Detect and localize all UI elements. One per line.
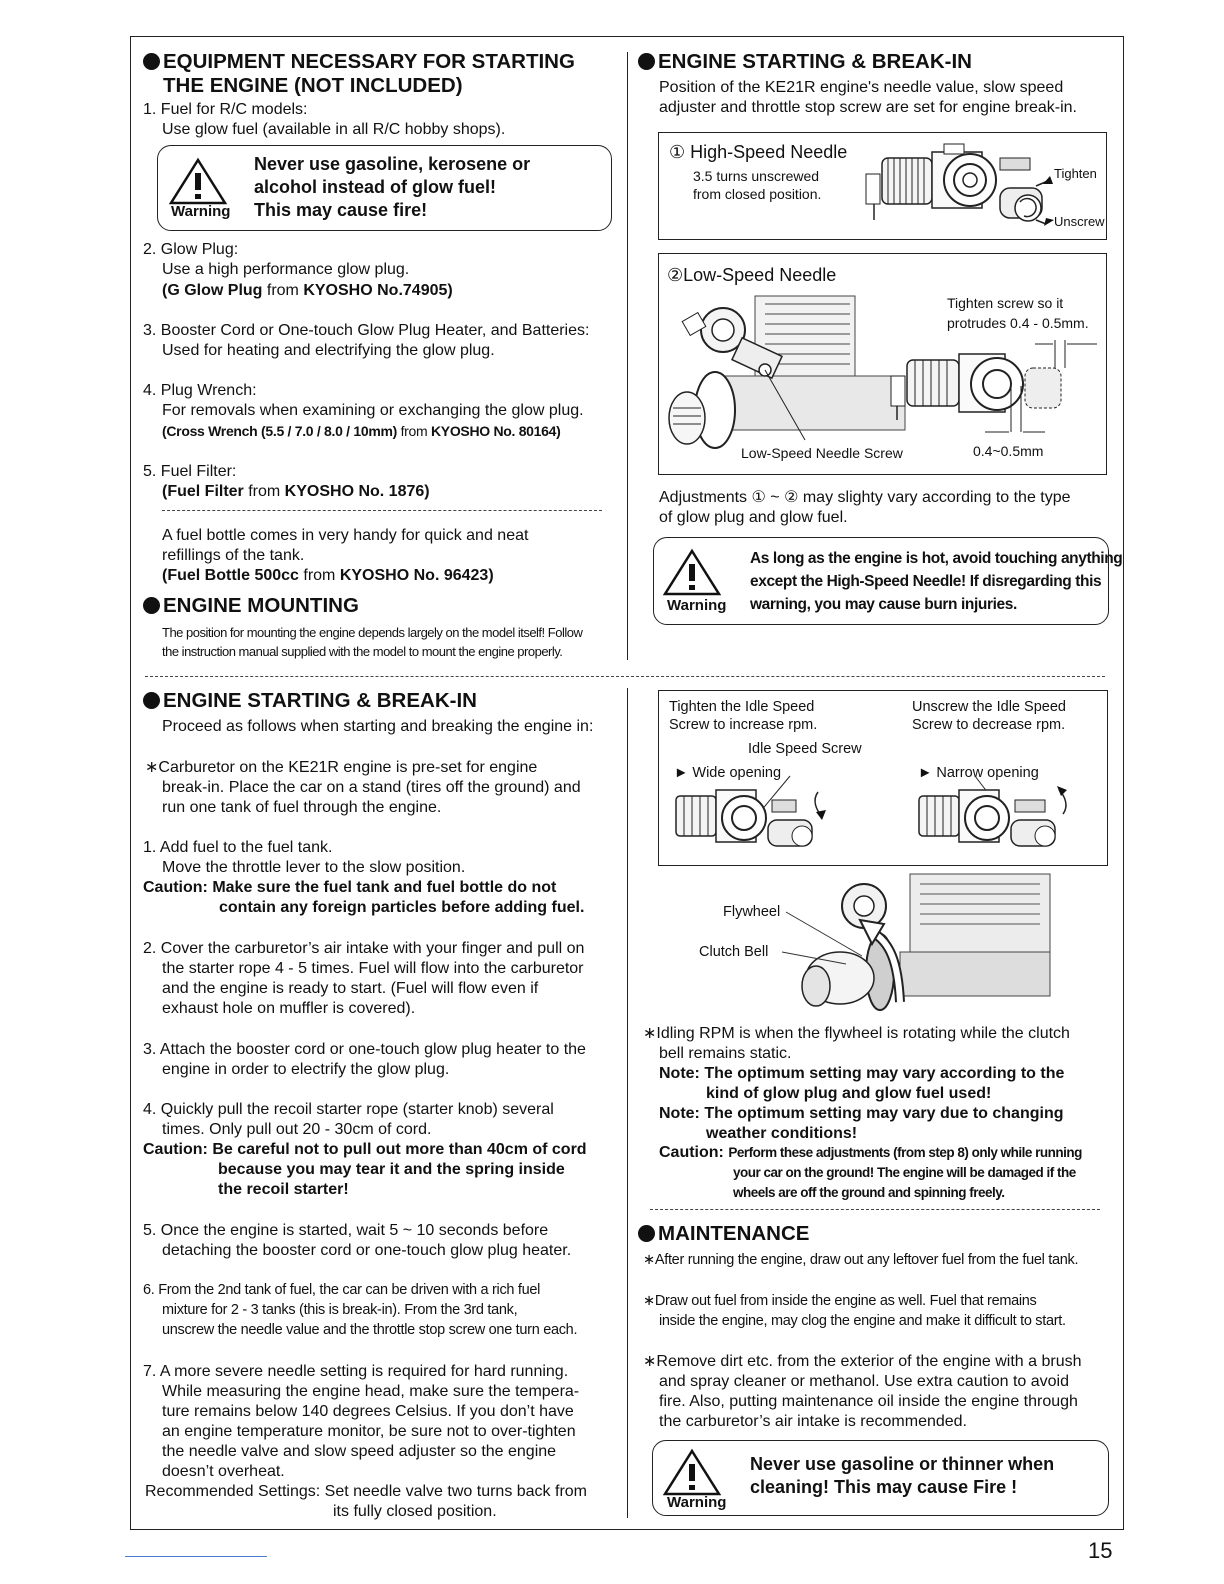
step-3: 3. Attach the booster cord or one-touch glow plug heater to the bbox=[143, 1041, 586, 1058]
step-2-text: the starter rope 4 - 5 times. Fuel will flow into the carburetor bbox=[162, 960, 584, 977]
carburetor-note-2: break-in. Place the car on a stand (tires off the ground) and bbox=[162, 779, 581, 796]
flywheel-label: Flywheel bbox=[723, 904, 781, 920]
flywheel-leader-lines bbox=[780, 900, 900, 980]
starting-main-intro: Proceed as follows when starting and breaking the engine in: bbox=[162, 718, 594, 735]
dash-divider bbox=[162, 510, 602, 511]
mounting-text: The position for mounting the engine depends largely on the model itself! Follow bbox=[162, 625, 583, 640]
bullet-icon bbox=[143, 53, 160, 70]
unscrew-label: Unscrew bbox=[1054, 214, 1105, 229]
step-6: 6. From the 2nd tank of fuel, the car can be driven with a rich fuel bbox=[143, 1282, 541, 1298]
footer-line bbox=[125, 1556, 267, 1557]
carburetor-note: ∗Carburetor on the KE21R engine is pre-set for engine bbox=[145, 759, 538, 776]
warning-label: Warning bbox=[171, 203, 231, 220]
bullet-icon bbox=[638, 53, 655, 70]
maintenance-2: ∗Draw out fuel from inside the engine as well. Fuel that remains bbox=[643, 1293, 1037, 1309]
note-2: Note: The optimum setting may vary due to changing bbox=[659, 1105, 1064, 1122]
idling-note-2: bell remains static. bbox=[659, 1045, 792, 1062]
column-divider-bottom bbox=[627, 688, 628, 1518]
idle-left-text-2: Screw to increase rpm. bbox=[669, 717, 818, 733]
narrow-opening-label: ► Narrow opening bbox=[918, 765, 1039, 781]
starting-main-heading: ENGINE STARTING & BREAK-IN bbox=[143, 689, 477, 713]
starting-top-intro-2: adjuster and throttle stop screw are set for engine break-in. bbox=[659, 99, 1077, 116]
mounting-text-2: the instruction manual supplied with the model to mount the engine properly. bbox=[162, 644, 563, 659]
page-number: 15 bbox=[1088, 1538, 1113, 1563]
low-speed-needle-text: Tighten screw so it bbox=[947, 295, 1064, 311]
idle-caution: Caution: Perform these adjustments (from step 8) only while running bbox=[659, 1144, 1082, 1161]
note-1: Note: The optimum setting may vary according to the bbox=[659, 1065, 1065, 1082]
carburetor-narrow-drawing bbox=[915, 776, 1075, 856]
caution-1-text: contain any foreign particles before adding fuel. bbox=[219, 899, 585, 916]
step-7: 7. A more severe needle setting is required for hard running. bbox=[143, 1363, 569, 1380]
low-speed-needle-text-2: protrudes 0.4 - 0.5mm. bbox=[947, 315, 1089, 331]
idle-right-text-2: Screw to decrease rpm. bbox=[912, 717, 1066, 733]
step-2-text-2: and the engine is ready to start. (Fuel will flow even if bbox=[162, 980, 539, 997]
high-speed-needle-text: 3.5 turns unscrewed bbox=[693, 168, 820, 184]
step-1: 1. Add fuel to the fuel tank. bbox=[143, 839, 333, 856]
step-7-text-3: an engine temperature monitor, be sure not to over-tighten bbox=[162, 1423, 576, 1440]
bullet-icon bbox=[143, 597, 160, 614]
fuel-filter-part: (Fuel Filter from KYOSHO No. 1876) bbox=[162, 483, 430, 500]
step-4-text: times. Only pull out 20 - 30cm of cord. bbox=[162, 1121, 432, 1138]
low-speed-screw-label: Low-Speed Needle Screw bbox=[741, 445, 903, 461]
needle-detail-drawing bbox=[885, 336, 1105, 446]
step-6-text: mixture for 2 - 3 tanks (this is break-in). From the 3rd tank, bbox=[162, 1302, 518, 1318]
equipment-item-4-text: For removals when examining or exchanging the glow plug. bbox=[162, 402, 584, 419]
step-2-text-3: exhaust hole on muffler is covered). bbox=[162, 1000, 416, 1017]
wide-opening-label: ► Wide opening bbox=[674, 765, 782, 781]
equipment-item-2: 2. Glow Plug: bbox=[143, 241, 239, 258]
step-5-text: detaching the booster cord or one-touch glow plug heater. bbox=[162, 1242, 572, 1259]
fuel-bottle-text: A fuel bottle comes in very handy for quick and neat bbox=[162, 527, 529, 544]
engine-drawing bbox=[665, 290, 905, 450]
column-divider-top bbox=[627, 52, 628, 660]
maintenance-1: ∗After running the engine, draw out any leftover fuel from the fuel tank. bbox=[643, 1252, 1079, 1268]
warning-label: Warning bbox=[667, 597, 727, 614]
fuel-bottle-text-2: refillings of the tank. bbox=[162, 547, 305, 564]
note-1-text: kind of glow plug and glow fuel used! bbox=[706, 1085, 992, 1102]
carburetor-note-3: run one tank of fuel through the engine. bbox=[162, 799, 442, 816]
equipment-item-3-text: Used for heating and electrifying the glow plug. bbox=[162, 342, 495, 359]
bullet-icon bbox=[143, 692, 160, 709]
step-4: 4. Quickly pull the recoil starter rope (starter knob) several bbox=[143, 1101, 554, 1118]
dimension-label: 0.4~0.5mm bbox=[973, 443, 1044, 459]
equipment-item-5: 5. Fuel Filter: bbox=[143, 463, 237, 480]
warning-label: Warning bbox=[667, 1494, 727, 1511]
step-1-text: Move the throttle lever to the slow position. bbox=[162, 859, 466, 876]
idle-caution-2: your car on the ground! The engine will be damaged if the bbox=[733, 1165, 1076, 1180]
caution-2: Caution: Be careful not to pull out more than 40cm of cord bbox=[143, 1141, 587, 1158]
idle-left-text: Tighten the Idle Speed bbox=[669, 699, 815, 715]
high-speed-needle-title: ① High-Speed Needle bbox=[669, 142, 848, 162]
equipment-item-1: 1. Fuel for R/C models: bbox=[143, 101, 308, 118]
maintenance-heading: MAINTENANCE bbox=[638, 1222, 809, 1246]
carburetor-drawing bbox=[860, 140, 1060, 236]
cross-wrench-part: (Cross Wrench (5.5 / 7.0 / 8.0 / 10mm) from KYOSHO No. 80164) bbox=[162, 423, 561, 439]
clutch-bell-label: Clutch Bell bbox=[699, 944, 769, 960]
idle-screw-label: Idle Speed Screw bbox=[748, 741, 862, 757]
recommended-settings: Recommended Settings: Set needle valve two turns back from bbox=[145, 1483, 587, 1500]
warning-triangle-icon bbox=[168, 157, 228, 205]
starting-top-heading: ENGINE STARTING & BREAK-IN bbox=[638, 50, 972, 74]
idling-note: ∗Idling RPM is when the flywheel is rotating while the clutch bbox=[643, 1025, 1070, 1042]
equipment-item-4: 4. Plug Wrench: bbox=[143, 382, 257, 399]
step-7-text-4: the needle valve and slow speed adjuster so the engine bbox=[162, 1443, 557, 1460]
high-speed-needle-text-2: from closed position. bbox=[693, 186, 822, 202]
idle-caution-3: wheels are off the ground and spinning freely. bbox=[733, 1185, 1005, 1200]
dash-divider bbox=[650, 1209, 1100, 1210]
equipment-item-3: 3. Booster Cord or One-touch Glow Plug Heater, and Batteries: bbox=[143, 322, 590, 339]
arrow-right-icon: ► bbox=[674, 765, 689, 781]
recommended-settings-2: its fully closed position. bbox=[333, 1503, 497, 1520]
adjustments-text: Adjustments ① ~ ② may slighty vary according to the type bbox=[659, 489, 1071, 506]
mounting-heading: ENGINE MOUNTING bbox=[143, 594, 359, 618]
tighten-label: Tighten bbox=[1054, 166, 1097, 181]
equipment-heading-2: THE ENGINE (NOT INCLUDED) bbox=[163, 74, 463, 97]
adjustments-text-2: of glow plug and glow fuel. bbox=[659, 509, 848, 526]
maintenance-3-text-3: the carburetor’s air intake is recommended. bbox=[659, 1413, 967, 1430]
arrow-right-icon: ► bbox=[918, 765, 933, 781]
step-7-text-2: ture remains below 140 degrees Celsius. If you don’t have bbox=[162, 1403, 574, 1420]
idle-right-text: Unscrew the Idle Speed bbox=[912, 699, 1066, 715]
glow-plug-part: (G Glow Plug from KYOSHO No.74905) bbox=[162, 282, 453, 299]
step-2: 2. Cover the carburetor’s air intake with your finger and pull on bbox=[143, 940, 585, 957]
warning-triangle-icon bbox=[662, 1448, 722, 1496]
fuel-bottle-part: (Fuel Bottle 500cc from KYOSHO No. 96423) bbox=[162, 567, 494, 584]
warning-text-cleaning: Never use gasoline or thinner when cleaning! This may cause Fire ! bbox=[750, 1454, 1055, 1497]
step-5: 5. Once the engine is started, wait 5 ~ 10 seconds before bbox=[143, 1222, 549, 1239]
carburetor-wide-drawing bbox=[672, 776, 832, 856]
caution-1: Caution: Make sure the fuel tank and fuel bottle do not bbox=[143, 879, 557, 896]
maintenance-3: ∗Remove dirt etc. from the exterior of the engine with a brush bbox=[643, 1353, 1082, 1370]
note-2-text: weather conditions! bbox=[706, 1125, 858, 1142]
step-6-text-2: unscrew the needle value and the throttle stop screw one turn each. bbox=[162, 1322, 578, 1338]
starting-top-intro: Position of the KE21R engine's needle value, slow speed bbox=[659, 79, 1064, 96]
warning-text-hot: As long as the engine is hot, avoid touching anything except the High-Speed Needle! If disregarding this warning, you may cause burn injuries. bbox=[750, 550, 1123, 613]
maintenance-3-text-2: fire. Also, putting maintenance oil inside the engine through bbox=[659, 1393, 1078, 1410]
caution-2-text-2: the recoil starter! bbox=[218, 1181, 349, 1198]
equipment-item-2-text: Use a high performance glow plug. bbox=[162, 261, 410, 278]
low-speed-needle-title: ②Low-Speed Needle bbox=[667, 265, 837, 285]
step-3-text: engine in order to electrify the glow plug. bbox=[162, 1061, 450, 1078]
caution-2-text: because you may tear it and the spring inside bbox=[218, 1161, 565, 1178]
maintenance-2-text: inside the engine, may clog the engine and make it difficult to start. bbox=[659, 1313, 1066, 1329]
equipment-heading: EQUIPMENT NECESSARY FOR STARTING bbox=[143, 50, 575, 74]
step-7-text: While measuring the engine head, make sure the tempera- bbox=[162, 1383, 580, 1400]
warning-triangle-icon bbox=[662, 548, 722, 596]
equipment-item-1-text: Use glow fuel (available in all R/C hobby shops). bbox=[162, 121, 506, 138]
bullet-icon bbox=[638, 1225, 655, 1242]
maintenance-3-text: and spray cleaner or methanol. Use extra caution to avoid bbox=[659, 1373, 1070, 1390]
warning-text-fuel: Never use gasoline, kerosene or alcohol instead of glow fuel! This may cause fire! bbox=[254, 154, 531, 220]
step-7-text-5: doesn’t overheat. bbox=[162, 1463, 285, 1480]
section-divider bbox=[145, 676, 1105, 677]
